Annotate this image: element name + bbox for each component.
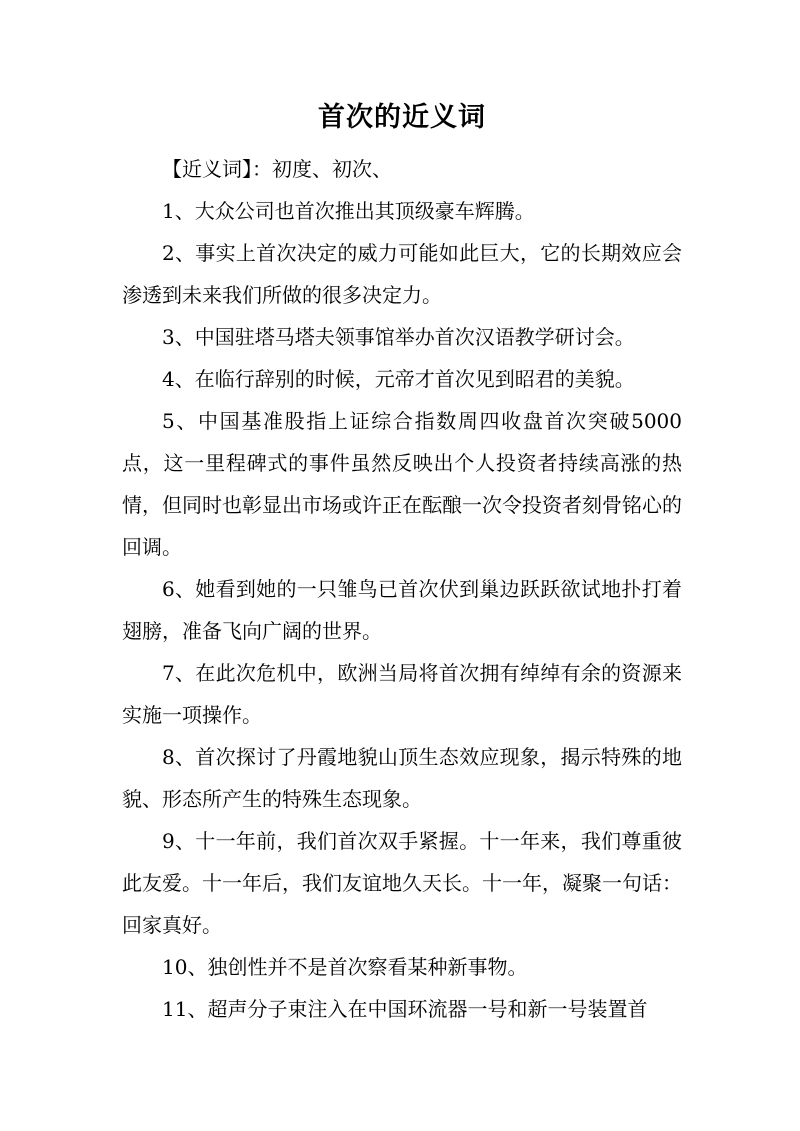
paragraph-example-7: 7、在此次危机中，欧洲当局将首次拥有绰绰有余的资源来实施一项操作。 [122, 661, 682, 727]
paragraph-example-5: 5、中国基准股指上证综合指数周四收盘首次突破5000点，这一里程碑式的事件虽然反映出个人投资者持续高涨的热情，但同时也彰显出市场或许正在酝酿一次令投资者刻骨铭心的回调。 [122, 409, 682, 559]
paragraph-example-1: 1、大众公司也首次推出其顶级豪车辉腾。 [162, 199, 535, 223]
paragraph-example-6: 6、她看到她的一只雏鸟已首次伏到巢边跃跃欲试地扑打着翅膀，准备飞向广阔的世界。 [122, 577, 682, 643]
paragraph-example-9: 9、十一年前，我们首次双手紧握。十一年来，我们尊重彼此友爱。十一年后，我们友谊地久天长。十一年，凝聚一句话：回家真好。 [122, 829, 682, 937]
paragraph-example-8: 8、首次探讨了丹霞地貌山顶生态效应现象，揭示特殊的地貌、形态所产生的特殊生态现象。 [122, 745, 682, 811]
paragraph-synonyms: 【近义词】：初度、初次、 [162, 157, 392, 181]
paragraph-example-4: 4、在临行辞别的时候，元帝才首次见到昭君的美貌。 [162, 367, 635, 391]
paragraph-example-11: 11、超声分子束注入在中国环流器一号和新一号装置首 [162, 997, 648, 1021]
paragraph-example-10: 10、独创性并不是首次察看某种新事物。 [162, 955, 528, 979]
paragraph-example-2: 2、事实上首次决定的威力可能如此巨大，它的长期效应会渗透到未来我们所做的很多决定力。 [122, 241, 682, 307]
document-title: 首次的近义词 [318, 102, 486, 133]
paragraph-example-3: 3、中国驻塔马塔夫领事馆举办首次汉语教学研讨会。 [162, 325, 635, 349]
